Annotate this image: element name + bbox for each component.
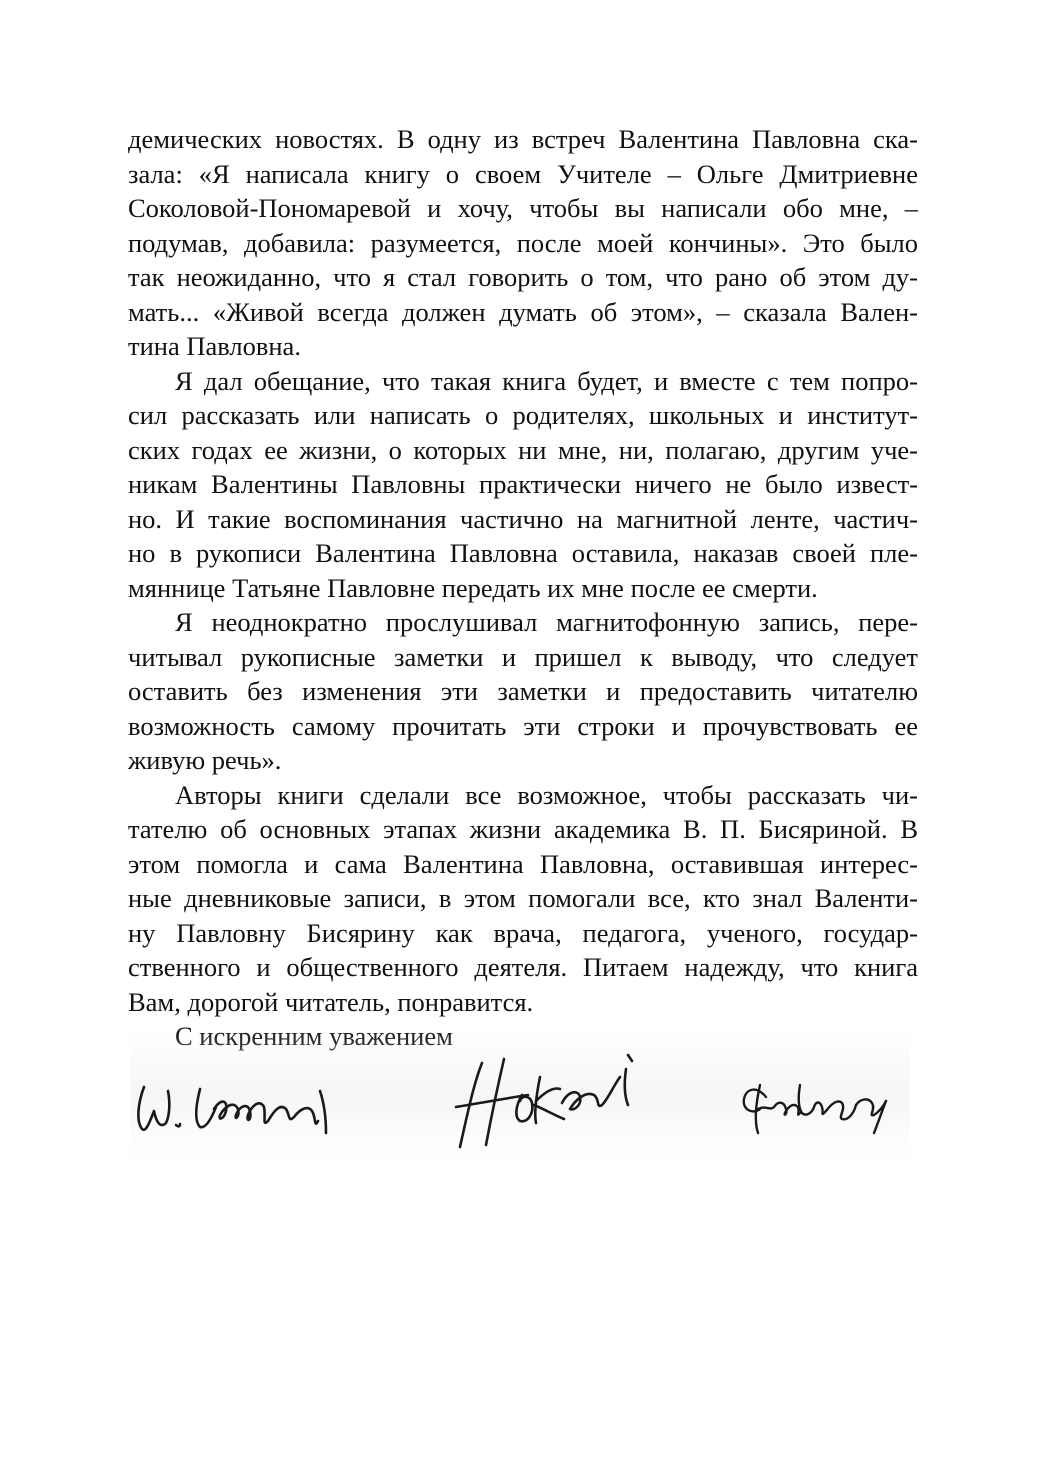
text-line: ные дневниковые записи, в этом помогали все, кто знал Валенти- (128, 883, 918, 913)
text-line: сил рассказать или написать о родителях, школьных и институт- (128, 400, 918, 430)
text-line: демических новостях. В одну из встреч Валентина Павловна ска- (128, 124, 918, 154)
text-line: зала: «Я написала книгу о своем Учителе – Ольге Дмитриевне (128, 158, 918, 189)
text-line: мать... «Живой всегда должен думать об этом», – сказала Вален- (128, 296, 918, 327)
paragraph (128, 122, 918, 364)
text-line: Авторы книги сделали все возможное, чтобы рассказать чи- (175, 779, 918, 810)
paragraph (128, 364, 918, 606)
text-line: никам Валентины Павловны практически ничего не было извест- (128, 469, 918, 499)
text-line: мяннице Татьяне Павловне передать их мне после ее смерти. (128, 572, 818, 603)
text-line: этом помогла и сама Валентина Павловна, оставившая интерес- (128, 848, 918, 879)
text-line: живую речь». (128, 745, 282, 775)
text-line: оставить без изменения эти заметки и предоставить читателю (128, 676, 918, 706)
text-line: ственного и общественного деятеля. Питаем надежду, что книга (128, 952, 918, 982)
signatures-image (130, 1025, 910, 1165)
text-line: так неожиданно, что я стал говорить о том, что рано об этом ду- (128, 262, 918, 292)
body-text (128, 122, 918, 1054)
text-line: Я неоднократно прослушивал магнитофонную запись, пере- (175, 607, 918, 637)
text-line: ских годах ее жизни, о которых ни мне, ни, полагаю, другим уче- (128, 434, 918, 465)
text-line: ну Павловну Бисярину как врача, педагога, ученого, государ- (128, 917, 918, 948)
text-line: возможность самому прочитать эти строки и прочувствовать ее (128, 710, 918, 741)
text-line: Соколовой-Пономаревой и хочу, чтобы вы написали обо мне, – (128, 193, 918, 223)
text-line: Вам, дорогой читатель, понравится. (128, 986, 534, 1017)
text-line: Я дал обещание, что такая книга будет, и вместе с тем попро- (175, 365, 918, 396)
text-line: но в рукописи Валентина Павловна оставила, наказав своей пле- (128, 538, 918, 568)
text-line: но. И такие воспоминания частично на магнитной ленте, частич- (128, 503, 918, 534)
text-line: читывал рукописные заметки и пришел к выводу, что следует (128, 641, 918, 672)
paragraph (128, 778, 918, 1020)
text-line: подумав, добавила: разумеется, после моей кончины». Это было (128, 227, 918, 258)
paragraph (128, 605, 918, 778)
text-line: тина Павловна. (128, 331, 301, 361)
signature-block (130, 1025, 910, 1165)
text-line: тателю об основных этапах жизни академика В. П. Бисяриной. В (128, 814, 918, 844)
